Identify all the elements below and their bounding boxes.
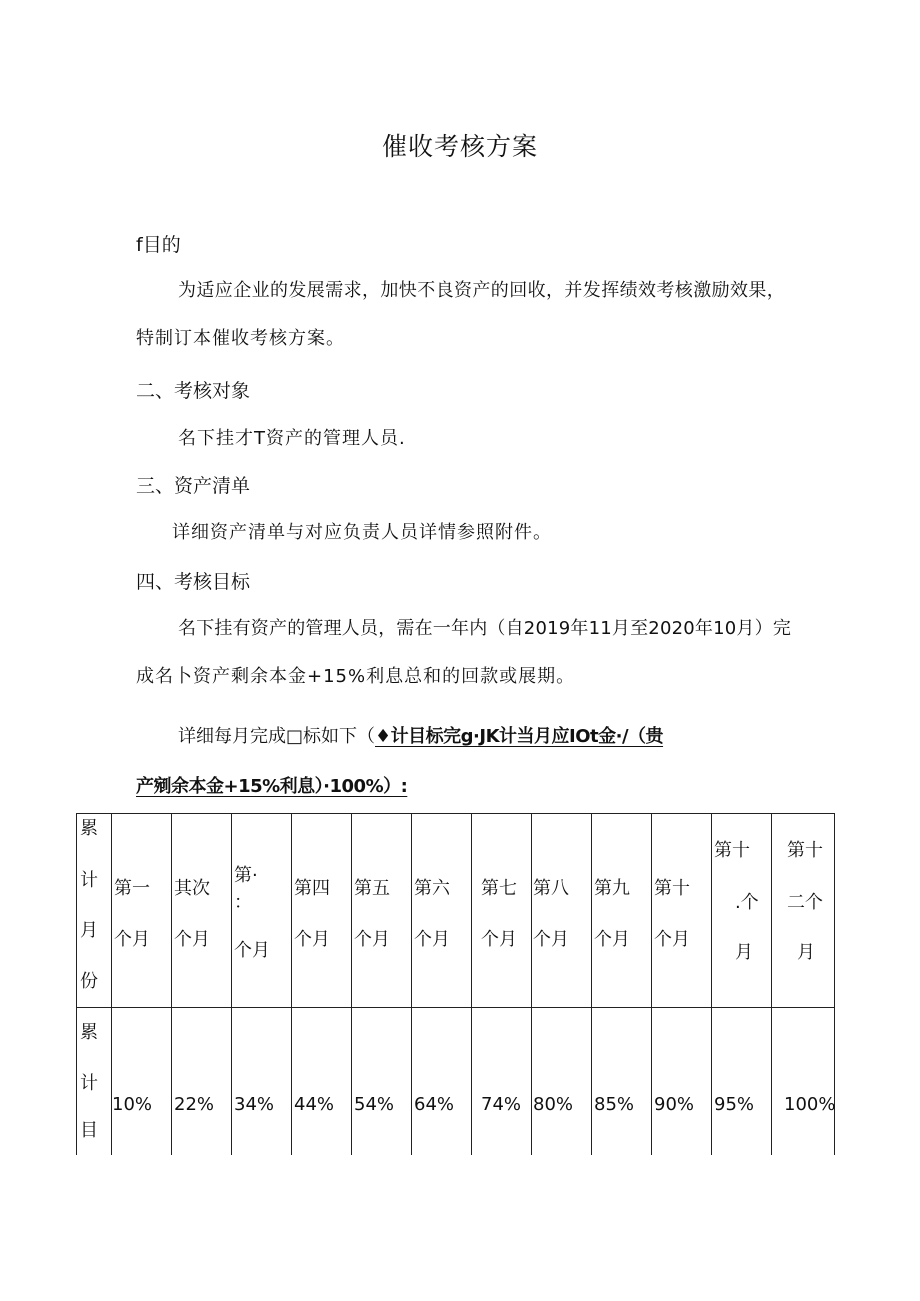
month-cell <box>172 814 232 1008</box>
target-value: 95% <box>714 1094 755 1115</box>
month-cell <box>712 814 772 1008</box>
month-cell <box>532 814 592 1008</box>
formula-prefix: 详细每月完成□标如下（ <box>178 726 376 747</box>
table-row-targets <box>77 1008 835 1156</box>
month-label-line: 月 <box>735 942 753 963</box>
target-cell <box>352 1008 412 1156</box>
month-label-line: 第四 <box>294 878 330 899</box>
target-value: 74% <box>481 1094 522 1115</box>
table-header-cumulative-target <box>77 1008 112 1156</box>
month-label-line: 第十 <box>787 840 823 861</box>
target-value: 44% <box>294 1094 335 1115</box>
target-value: 80% <box>533 1094 574 1115</box>
section-4-line-1: 名下挂有资产的管理人员，需在一年内（自2019年11月至2020年10月）完 <box>178 618 792 639</box>
header-char: 计 <box>80 870 98 891</box>
section-1-line-1: 为适应企业的发展需求，加快不良资产的回收，并发挥绩效考核激励效果， <box>178 280 786 301</box>
target-cell <box>412 1008 472 1156</box>
month-label-line: 第七 <box>481 878 517 899</box>
month-label-line: 个月 <box>294 929 330 950</box>
section-4-heading: 四、考核目标 <box>136 571 251 593</box>
header-char: 目 <box>80 1120 98 1141</box>
month-cell <box>352 814 412 1008</box>
month-label-line: 个月 <box>174 929 210 950</box>
target-value: 64% <box>414 1094 455 1115</box>
month-label-line: 个月 <box>481 929 517 950</box>
target-cell <box>652 1008 712 1156</box>
section-2-body: 名下挂才T资产的管理人员. <box>178 428 406 449</box>
section-4-line-2: 成名卜资产剩余本金+15%利息总和的回款或展期。 <box>136 666 576 687</box>
target-cell <box>292 1008 352 1156</box>
header-char: 累 <box>80 1022 98 1043</box>
header-char: 累 <box>80 818 98 839</box>
header-char: 月 <box>80 920 98 941</box>
target-value: 10% <box>112 1094 153 1115</box>
month-label-line: 第八 <box>533 878 569 899</box>
section-1-line-2: 特制订本催收考核方案。 <box>136 328 345 349</box>
target-cell <box>232 1008 292 1156</box>
month-label-line: 第· <box>234 865 258 886</box>
monthly-target-table <box>76 813 835 1155</box>
month-label-line: 个月 <box>594 929 630 950</box>
section-3-heading: 三、资产清单 <box>136 475 251 497</box>
month-cell <box>292 814 352 1008</box>
target-value: 100% <box>784 1094 836 1115</box>
header-char: 计 <box>80 1073 98 1094</box>
section-3-body: 详细资产清单与对应负责人员详情参照附件。 <box>172 522 552 543</box>
month-cell <box>772 814 835 1008</box>
target-value: 90% <box>654 1094 695 1115</box>
formula-part-2: 产剜余本金+15%利息）·100%）: <box>136 776 408 797</box>
target-value: 54% <box>354 1094 395 1115</box>
month-label-line: 二个 <box>787 892 823 913</box>
month-label-line: ： <box>234 892 252 913</box>
month-label-line: 个月 <box>114 929 150 950</box>
target-value: 34% <box>234 1094 275 1115</box>
month-label-line: 第六 <box>414 878 450 899</box>
month-cell <box>592 814 652 1008</box>
target-cell <box>712 1008 772 1156</box>
table-row-months <box>77 814 835 1008</box>
month-label-line: 其次 <box>174 878 210 899</box>
month-label-line: 月 <box>797 942 815 963</box>
target-cell <box>172 1008 232 1156</box>
month-cell <box>412 814 472 1008</box>
month-label-line: 第一 <box>114 878 150 899</box>
table-header-cumulative-month <box>77 814 112 1008</box>
month-label-line: 第十 <box>654 878 690 899</box>
target-cell <box>112 1008 172 1156</box>
section-1-heading: f目的 <box>136 234 181 256</box>
header-char: 份 <box>80 971 98 992</box>
month-cell <box>232 814 292 1008</box>
month-label-line: 个月 <box>234 940 270 961</box>
section-2-heading: 二、考核对象 <box>136 380 251 402</box>
section-4-line-3 <box>178 722 663 748</box>
month-label-line: 个月 <box>654 929 690 950</box>
month-label-line: 第九 <box>594 878 630 899</box>
month-label-line: 个月 <box>414 929 450 950</box>
month-label-line: 个月 <box>533 929 569 950</box>
month-label-line: 个月 <box>354 929 390 950</box>
target-cell <box>532 1008 592 1156</box>
target-cell <box>772 1008 835 1156</box>
month-cell <box>472 814 532 1008</box>
formula-part-1: ♦计目标完g·JK计当月应IOt金·/（贵 <box>375 726 664 747</box>
target-cell <box>592 1008 652 1156</box>
month-cell <box>652 814 712 1008</box>
month-label-line: .个 <box>735 892 759 913</box>
target-value: 22% <box>174 1094 215 1115</box>
month-label-line: 第五 <box>354 878 390 899</box>
month-cell <box>112 814 172 1008</box>
month-label-line: 第十 <box>714 840 750 861</box>
target-value: 85% <box>594 1094 635 1115</box>
target-cell <box>472 1008 532 1156</box>
document-title: 催收考核方案 <box>381 132 538 161</box>
